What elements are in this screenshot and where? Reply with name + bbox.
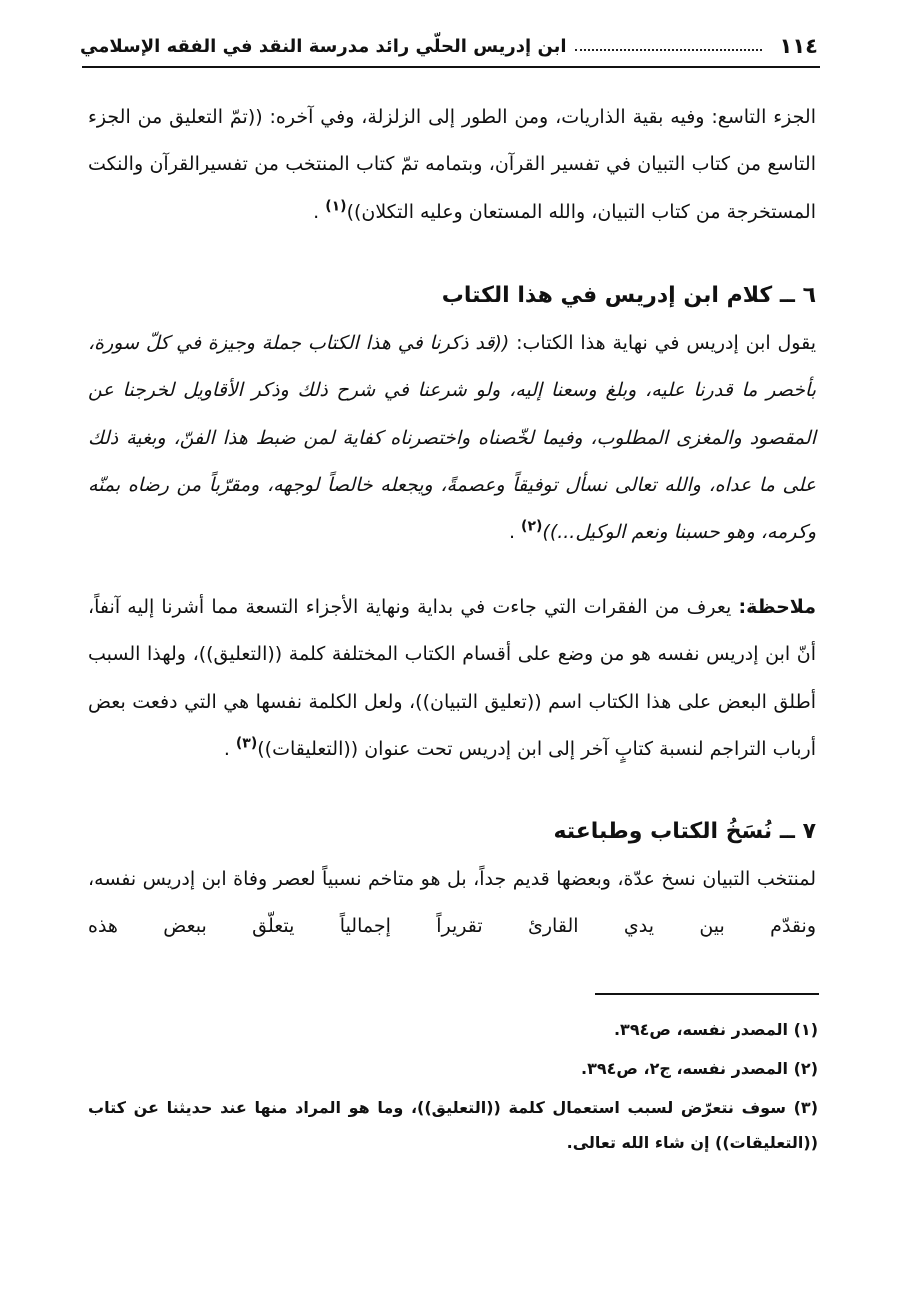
copies-text: لمنتخب التبيان نسخ عدّة، وبعضها قديم جداً، بل هو متاخم نسبياً لعصر وفاة ابن إدريس نفسه، ونقدّم بين يدي القارئ تقريراً إجمالياً يتعلّق ببعض هذه [88,868,816,938]
paragraph-copies [88,856,816,951]
paragraph-note [88,584,816,773]
note-label: ملاحظة: [738,596,816,618]
footnotes [88,1012,818,1160]
quote-intro: يقول ابن إدريس في نهاية هذا الكتاب: [509,332,816,354]
paragraph-ninth-part [88,94,816,236]
section-7-heading-block [88,808,816,856]
header-rule [82,66,820,68]
footnote-separator [595,993,819,995]
page-number: ١١٤ [779,34,818,58]
footnote-ref-1: (١) [325,198,347,215]
sentence-end: . [223,737,230,760]
sentence-end: . [509,521,516,544]
paragraph-author-quote [88,320,816,556]
section-6-heading: ٦ ــ كلام ابن إدريس في هذا الكتاب [441,283,816,308]
sentence-end: . [313,200,320,223]
footnote-3: (٣) سوف نتعرّض لسبب استعمال كلمة ((التعليق))، وما هو المراد منها عند حديثنا عن كتاب ((التعليقات)) إن شاء الله تعالى. [88,1098,818,1152]
header-leader-dots [575,49,762,51]
running-title: ابن إدريس الحلّي رائد مدرسة النقد في الفقه الإسلامي [80,35,567,57]
section-7-heading: ٧ ــ نُسَخُ الكتاب وطباعته [553,819,816,844]
author-quote: ((قد ذكرنا في هذا الكتاب جملة وجيزة في كلّ سورة، بأخصر ما قدرنا عليه، وبلغ وسعنا إليه، ولو شرعنا في شرح ذلك وذكر الأقاويل لخرجنا عن المقصود والمغزى المطلوب، وفيما لخّصناه واختصرناه كفاية لمن ضبط هذا الفنّ، وبغية ذلك على ما عداه، والله تعالى نسأل توفيقاً وعصمةً، ويجعله خالصاً لوجهه، ومقرّباً من رضاه بمنّه وكرمه، وهو حسبنا ونعم الوكيل...)) [88,332,816,544]
paragraph-text: الجزء التاسع: وفيه بقية الذاريات، ومن الطور إلى الزلزلة، وفي آخره: ((تمّ التعليق من الجزء التاسع من كتاب التبيان في تفسير القرآن، وبتمامه تمّ كتاب المنتخب من تفسيرالقرآن والنكت المستخرجة من كتاب التبيان، والله المستعان وعليه التكلان)) [88,106,816,223]
section-6-heading-block [88,272,816,320]
footnote-1: (١) المصدر نفسه، ص٣٩٤. [613,1020,818,1039]
note-text: يعرف من الفقرات التي جاءت في بداية ونهاية الأجزاء التسعة مما أشرنا إليه آنفاً، أنّ ابن إدريس نفسه هو من وضع على أقسام الكتاب المختلفة كلمة ((التعليق))، ولهذا السبب أطلق البعض على هذا الكتاب اسم ((تعليق التبيان))، ولعل الكلمة نفسها هي التي دفعت بعض أرباب التراجم لنسبة كتابٍ آخر إلى ابن إدريس تحت عنوان ((التعليقات)) [88,596,816,760]
footnote-ref-2: (٢) [521,518,543,535]
footnote-ref-3: (٣) [235,735,258,752]
running-header [80,30,818,62]
footnote-2: (٢) المصدر نفسه، ج٢، ص٣٩٤. [581,1059,818,1078]
